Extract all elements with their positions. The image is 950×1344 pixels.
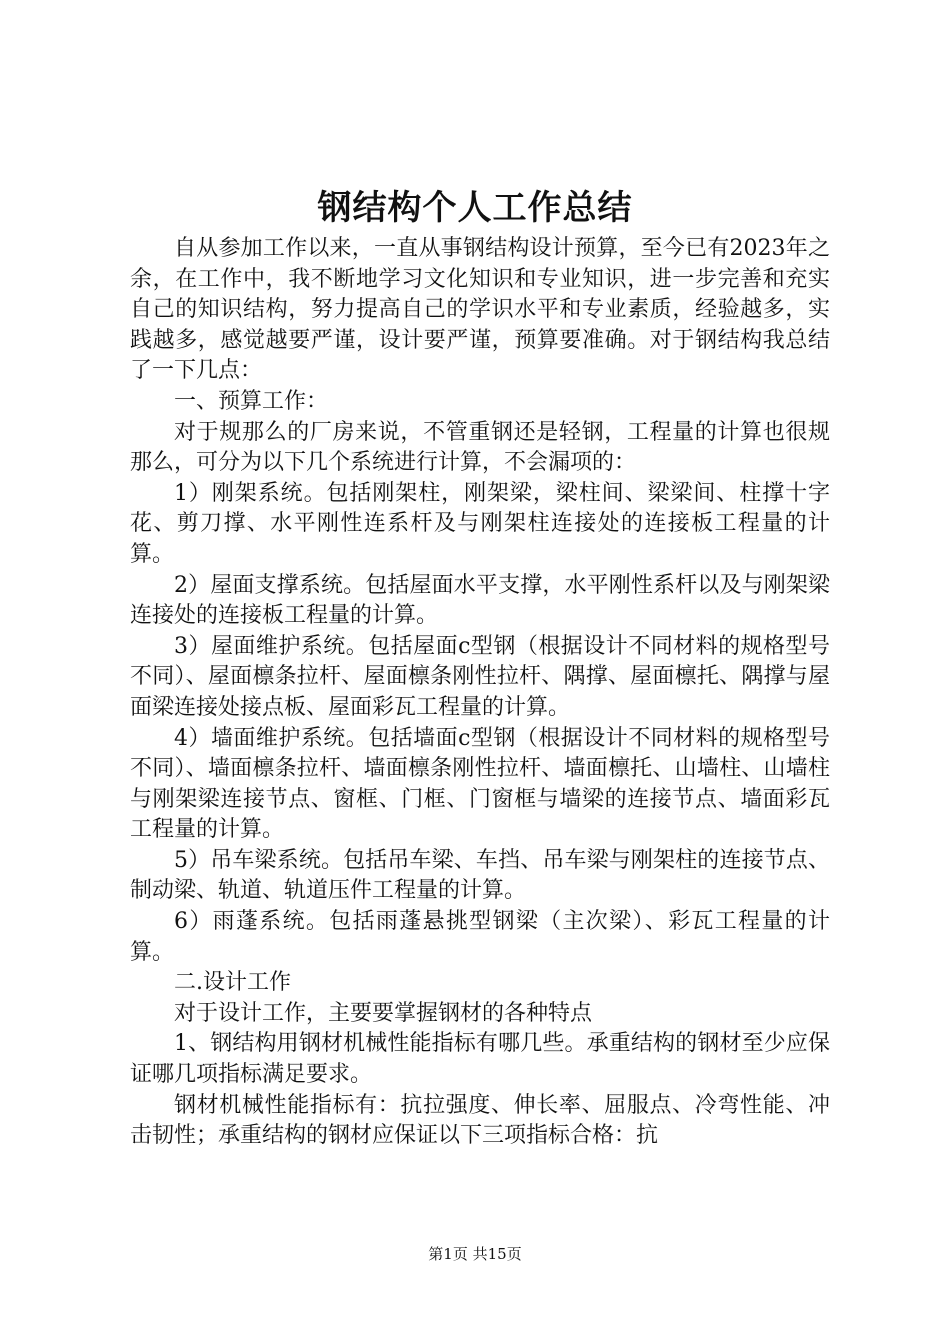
paragraph-roof-support-system: 2）屋面支撑系统。包括屋面水平支撑，水平刚性系杆以及与刚架梁连接处的连接板工程量的计算。 xyxy=(130,572,830,629)
heading-design-work: 二.设计工作 xyxy=(174,970,291,996)
paragraph-wall-envelope-system: 4）墙面维护系统。包括墙面c型钢（根据设计不同材料的规格型号不同）、墙面檩条拉杆、墙面檩条刚性拉杆、墙面檩托、山墙柱、山墙柱与刚架梁连接节点、窗框、门框、门窗框与墙梁的连接节点、墙面彩瓦工程量的计算。 xyxy=(130,725,830,843)
paragraph-roof-envelope-system: 3）屋面维护系统。包括屋面c型钢（根据设计不同材料的规格型号不同）、屋面檩条拉杆、屋面檩条刚性拉杆、隅撑、屋面檩托、隅撑与屋面梁连接处接点板、屋面彩瓦工程量的计算。 xyxy=(130,633,830,720)
heading-budget-work: 一、预算工作： xyxy=(174,388,329,414)
document-body xyxy=(130,234,830,1152)
paragraph-steel-properties-question: 1、钢结构用钢材机械性能指标有哪几些。承重结构的钢材至少应保证哪几项指标满足要求。 xyxy=(130,1031,830,1088)
paragraph-crane-beam-system: 5）吊车梁系统。包括吊车梁、车挡、吊车梁与刚架柱的连接节点、制动梁、轨道、轨道压件工程量的计算。 xyxy=(130,847,830,904)
page-footer: 第1页 共15页 xyxy=(428,1245,522,1263)
paragraph-intro: 自从参加工作以来，一直从事钢结构设计预算，至今已有2023年之余，在工作中，我不断地学习文化知识和专业知识，进一步完善和充实自己的知识结构，努力提高自己的学识水平和专业素质，经验越多，实践越多，感觉越要严谨，设计要严谨，预算要准确。对于钢结构我总结了一下几点： xyxy=(130,236,830,384)
paragraph-canopy-system: 6）雨蓬系统。包括雨蓬悬挑型钢梁（主次梁）、彩瓦工程量的计算。 xyxy=(130,909,830,965)
document-title: 钢结构个人工作总结 xyxy=(317,188,633,228)
paragraph-steel-properties-answer: 钢材机械性能指标有：抗拉强度、伸长率、屈服点、冷弯性能、冲击韧性；承重结构的钢材应保证以下三项指标合格：抗 xyxy=(130,1092,830,1149)
paragraph-design-overview: 对于设计工作，主要要掌握钢材的各种特点 xyxy=(174,1000,593,1026)
paragraph-frame-system: 1）刚架系统。包括刚架柱，刚架梁，梁柱间、梁梁间、柱撑十字花、剪刀撑、水平刚性连系杆及与刚架柱连接处的连接板工程量的计算。 xyxy=(130,480,830,567)
paragraph-budget-overview: 对于规那么的厂房来说，不管重钢还是轻钢，工程量的计算也很规那么，可分为以下几个系统进行计算，不会漏项的： xyxy=(130,419,830,476)
